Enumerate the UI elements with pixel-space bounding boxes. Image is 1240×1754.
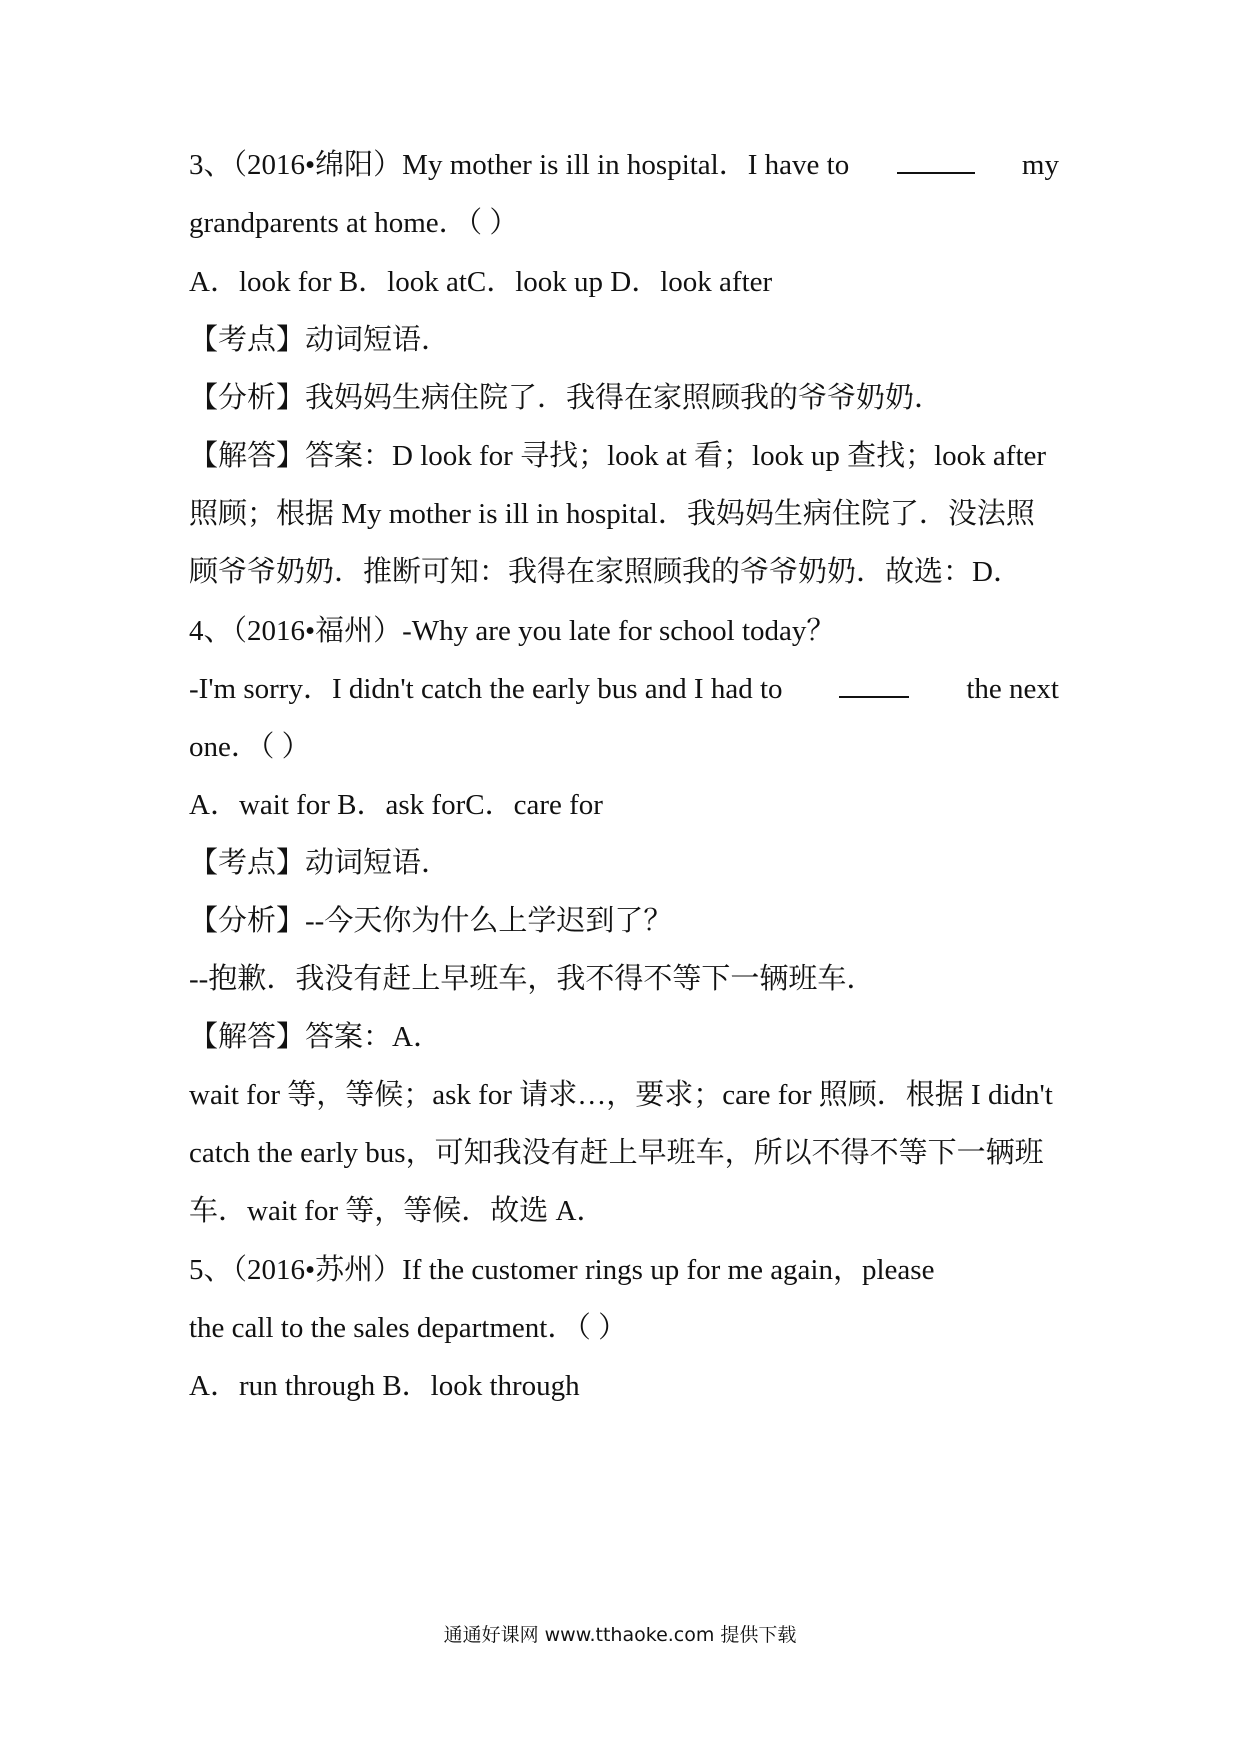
q4-stem-line-3: one．（ ） xyxy=(189,731,311,763)
q4-fenxi: 【分析】--今天你为什么上学迟到了？ xyxy=(189,905,673,937)
q3-stem-line-1 xyxy=(189,146,1059,184)
q4-jieda-line-1: 【解答】答案：A． xyxy=(189,1021,442,1053)
q3-fenxi: 【分析】我妈妈生病住院了．我得在家照顾我的爷爷奶奶． xyxy=(189,382,944,414)
q4-options: A．wait for B．ask forC．care for xyxy=(189,789,603,821)
q4-stem-line-2 xyxy=(189,670,1059,708)
q5-options: A．run through B．look through xyxy=(189,1370,580,1402)
q4-jieda-line-4: 车．wait for 等，等候．故选 A． xyxy=(189,1195,606,1227)
q4-fenxi-line-2: --抱歉．我没有赶上早班车，我不得不等下一辆班车． xyxy=(189,963,876,995)
q4-jieda-line-2: wait for 等，等候；ask for 请求…，要求；care for 照顾．根据 I didn't xyxy=(189,1079,1053,1111)
q3-blank xyxy=(897,146,975,174)
q4-stem-prefix: -I'm sorry．I didn't catch the early bus and I had to xyxy=(189,673,783,705)
q4-stem-suffix: the next xyxy=(966,673,1059,705)
q3-kaodian: 【考点】动词短语． xyxy=(189,324,451,356)
q3-stem-suffix: my xyxy=(1021,149,1059,181)
q4-stem-line-1: 4、（2016•福州）-Why are you late for school today？ xyxy=(189,615,836,647)
q4-jieda-line-3: catch the early bus，可知我没有赶上早班车，所以不得不等下一辆班 xyxy=(189,1137,1044,1169)
q5-stem-line-2: the call to the sales department．（ ） xyxy=(189,1312,628,1344)
page-footer: 通通好课网 www.tthaoke.com 提供下载 xyxy=(443,1624,797,1646)
q4-blank xyxy=(839,670,909,698)
q3-stem-prefix: 3、（2016•绵阳）My mother is ill in hospital．I have to xyxy=(189,149,850,181)
q5-stem-line-1: 5、（2016•苏州）If the customer rings up for me again，please xyxy=(189,1254,935,1286)
q3-jieda-line-1: 【解答】答案：D look for 寻找；look at 看；look up 查找；look after xyxy=(189,440,1047,472)
q3-stem-line-2: grandparents at home．（ ） xyxy=(189,207,519,239)
q3-options: A．look for B．look atC．look up D．look after xyxy=(189,266,773,298)
q3-jieda-line-2: 照顾；根据 My mother is ill in hospital．我妈妈生病住院了．没法照 xyxy=(189,498,1035,530)
q3-jieda-line-3: 顾爷爷奶奶．推断可知：我得在家照顾我的爷爷奶奶．故选：D． xyxy=(189,556,1022,588)
q4-kaodian: 【考点】动词短语． xyxy=(189,847,451,879)
